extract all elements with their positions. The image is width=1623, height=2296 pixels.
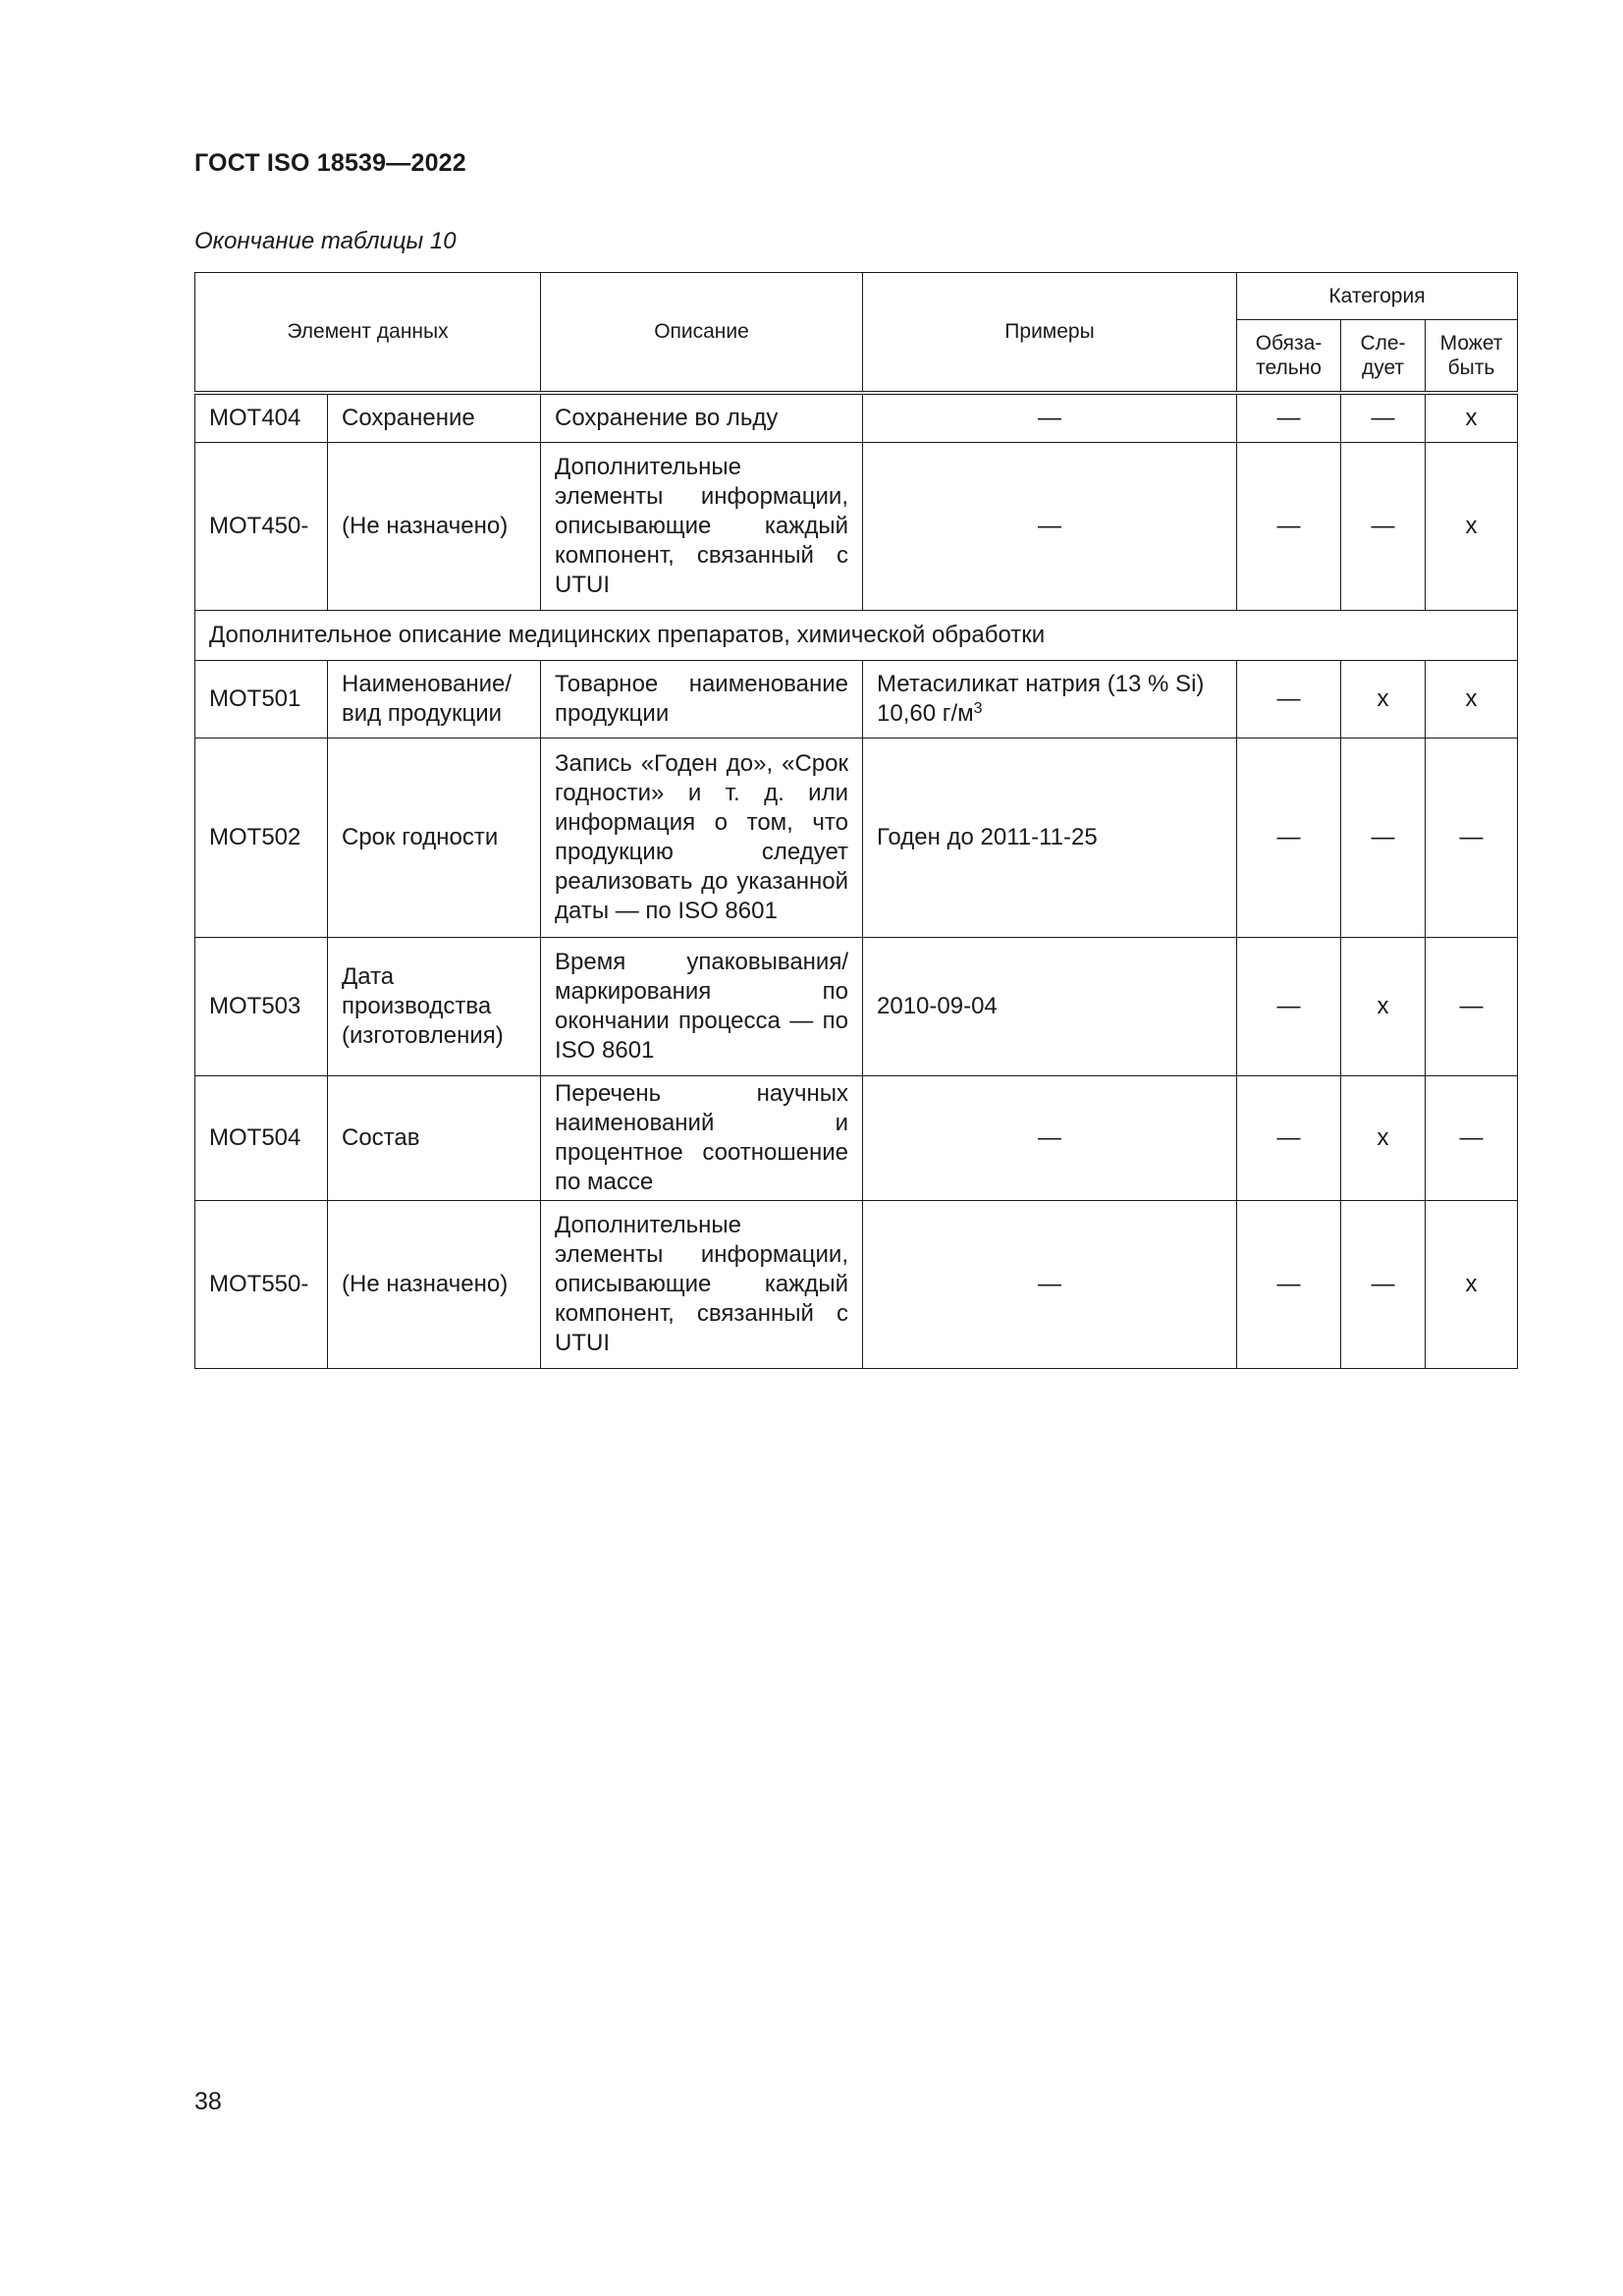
row-description: Дополнительные элементы информации, описывающие каждый компонент, связанный с UTUI (541, 1201, 863, 1369)
row-code: MOT550- (195, 1201, 328, 1369)
row-name: (Не назначено) (328, 1201, 541, 1369)
row-may: x (1426, 443, 1518, 611)
header-category: Категория (1237, 273, 1518, 320)
row-example: — (863, 1076, 1237, 1201)
row-may: — (1426, 738, 1518, 938)
table-row (195, 443, 1518, 611)
row-example (863, 661, 1237, 738)
row-may: — (1426, 1076, 1518, 1201)
table-row (195, 1076, 1518, 1201)
row-example: — (863, 443, 1237, 611)
header-may: Может быть (1426, 320, 1518, 393)
row-description: Дополнительные элементы информации, описывающие каждый компонент, связанный с UTUI (541, 443, 863, 611)
table-row (195, 938, 1518, 1076)
row-code: MOT404 (195, 393, 328, 443)
row-description: Товарное наименование продукции (541, 661, 863, 738)
row-mandatory: — (1237, 938, 1341, 1076)
data-table (194, 272, 1518, 1369)
row-code: MOT503 (195, 938, 328, 1076)
section-row (195, 611, 1518, 661)
row-example: Годен до 2011-11-25 (863, 738, 1237, 938)
row-name: Наименование/ вид продукции (328, 661, 541, 738)
row-description: Запись «Годен до», «Срок годности» и т. д. или информация о том, что продукцию следует реализовать до указанной даты — по ISO 8601 (541, 738, 863, 938)
row-name: Дата производства (изготовления) (328, 938, 541, 1076)
row-description: Перечень научных наименований и процентное соотношение по массе (541, 1076, 863, 1201)
row-should: x (1341, 661, 1426, 738)
row-example: — (863, 1201, 1237, 1369)
row-should: — (1341, 738, 1426, 938)
table-row (195, 738, 1518, 938)
row-description: Время упаковывания/ маркирования по окончании процесса — по ISO 8601 (541, 938, 863, 1076)
header-mandatory: Обяза- тельно (1237, 320, 1341, 393)
row-example-text: Метасиликат натрия (13 % Si) 10,60 г/м (877, 671, 1205, 727)
header-examples: Примеры (863, 273, 1237, 393)
section-title: Дополнительное описание медицинских препаратов, химической обработки (195, 611, 1518, 661)
row-example: 2010-09-04 (863, 938, 1237, 1076)
row-mandatory: — (1237, 1076, 1341, 1201)
row-name: (Не назначено) (328, 443, 541, 611)
row-name: Срок годности (328, 738, 541, 938)
row-may: x (1426, 1201, 1518, 1369)
row-should: x (1341, 938, 1426, 1076)
row-code: MOT502 (195, 738, 328, 938)
page-number: 38 (194, 2088, 222, 2115)
table-caption: Окончание таблицы 10 (194, 228, 457, 254)
row-code: MOT450- (195, 443, 328, 611)
header-data-element: Элемент данных (195, 273, 541, 393)
row-mandatory: — (1237, 661, 1341, 738)
row-code: MOT504 (195, 1076, 328, 1201)
superscript: 3 (973, 700, 983, 717)
row-should: x (1341, 1076, 1426, 1201)
row-may: x (1426, 661, 1518, 738)
row-should: — (1341, 1201, 1426, 1369)
table-row (195, 393, 1518, 443)
header-description: Описание (541, 273, 863, 393)
row-should: — (1341, 393, 1426, 443)
row-may: — (1426, 938, 1518, 1076)
row-name: Сохранение (328, 393, 541, 443)
row-may: x (1426, 393, 1518, 443)
document-code: ГОСТ ISO 18539—2022 (194, 149, 466, 177)
row-code: MOT501 (195, 661, 328, 738)
row-description: Сохранение во льду (541, 393, 863, 443)
table-row (195, 1201, 1518, 1369)
row-name: Состав (328, 1076, 541, 1201)
row-mandatory: — (1237, 393, 1341, 443)
row-example: — (863, 393, 1237, 443)
row-should: — (1341, 443, 1426, 611)
row-mandatory: — (1237, 1201, 1341, 1369)
row-mandatory: — (1237, 738, 1341, 938)
table-row (195, 661, 1518, 738)
header-should: Сле- дует (1341, 320, 1426, 393)
row-mandatory: — (1237, 443, 1341, 611)
